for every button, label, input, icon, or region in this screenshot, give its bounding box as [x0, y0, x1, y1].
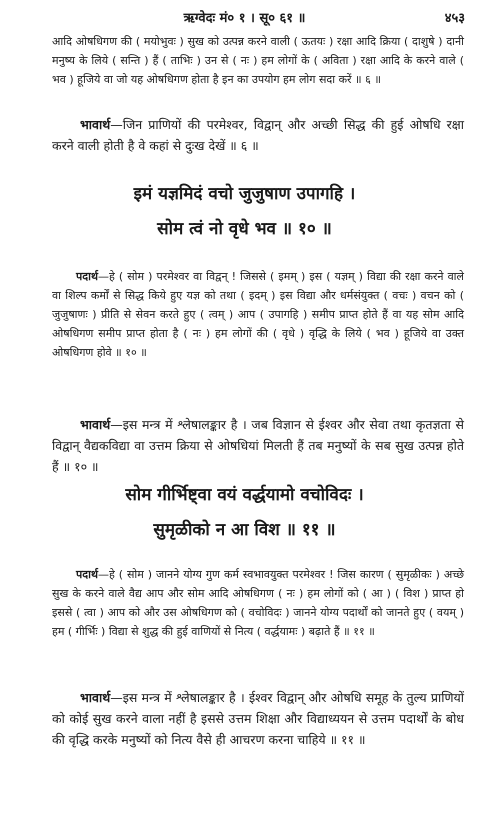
padartha-11	[52, 565, 464, 641]
mantra-10-line-2: सोम त्वं नो वृधे भव ॥ १० ॥	[157, 219, 332, 239]
padartha-label: पदार्थ	[76, 270, 98, 283]
mantra-10-line-1: इमं यज्ञमिदं वचो जुजुषाण उपागहि ।	[133, 184, 356, 204]
padartha-text: —हे ( सोम ) जानने योग्य गुण कर्म स्वभावयुक्त परमेश्वर ! जिस कारण ( सुमृळीकः ) अच्छे सुख के करने वाले वैद्य आप और सोम आदि ओषधिगण ( नः ) हम लोगों को ( आ ) ( विश ) प्राप्त हो इससे ( त्वा ) आप को और उस ओषधिगण को ( वचोविदः ) जानने योग्य पदार्थों को जानते हुए ( वयम् ) हम ( गीर्भिः ) विद्या से शुद्ध की हुई वाणियों से नित्य ( वर्द्धयामः ) बढ़ाते हैं ॥ ११ ॥	[52, 568, 464, 638]
padartha-label: पदार्थ	[76, 568, 98, 581]
padartha-text: —हे ( सोम ) परमेश्वर वा विद्वन् ! जिससे ( इमम् ) इस ( यज्ञम् ) विद्या की रक्षा करने वाले वा शिल्प कर्मों से सिद्ध किये हुए यज्ञ को तथा ( इदम् ) इस विद्या और धर्मसंयुक्त ( वचः ) वचन को ( जुजुषाणः ) प्रीति से सेवन करते हुए ( त्वम् ) आप ( उपागहि ) समीप प्राप्त होते हैं वा यह सोम आदि ओषधिगण समीप प्राप्त होता है ( नः ) हम लोगों की ( वृधे ) वृद्धि के लिये ( भव ) हूजिये वा उक्त ओषधिगण होवे ॥ १० ॥	[52, 270, 464, 359]
continued-paragraph: आदि ओषधिगण की ( मयोभुवः ) सुख को उत्पन्न करने वाली ( ऊतयः ) रक्षा आदि क्रिया ( दाशुषे ) दानी मनुष्य के लिये ( सन्ति ) हैं ( ताभिः ) उन से ( नः ) हम लोगों के ( अविता ) रक्षा आदि के करने वाले ( भव ) हूजिये वा जो यह ओषधिगण होता है इन का उपयोग हम लोग सदा करें ॥ ६ ॥	[52, 35, 464, 86]
bhavartha-10	[52, 414, 464, 477]
bhavartha-9	[52, 114, 464, 156]
bhavartha-label: भावार्थ	[80, 417, 111, 432]
page-header	[0, 6, 489, 28]
running-head: ऋग्वेदः मं० १ । सू० ६१ ॥	[183, 11, 306, 26]
page-number: ४५३	[444, 11, 465, 26]
bhavartha-text: —इस मन्त्र में श्लेषालङ्कार है । जब विज्ञान से ईश्वर और सेवा तथा कृतज्ञता से विद्वान् वैद्यकविद्या वा उत्तम क्रिया से ओषधियां मिलती हैं तब मनुष्यों के सब सुख उत्पन्न होते हैं ॥ १० ॥	[52, 417, 464, 474]
bhavartha-label: भावार्थ	[80, 117, 111, 132]
padartha-10	[52, 267, 464, 362]
mantra-11-line-2: सुमृळीको न आ विश ॥ ११ ॥	[153, 520, 336, 540]
bhavartha-text: —जिन प्राणियों की परमेश्वर, विद्वान् और अच्छी सिद्ध की हुई ओषधि रक्षा करने वाली होती है वे कहां से दुःख देखें ॥ ६ ॥	[52, 117, 464, 153]
mantra-11-line-1: सोम गीर्भिष्ट्वा वयं वर्द्धयामो वचोविदः ।	[125, 485, 364, 505]
bhavartha-text: —इस मन्त्र में श्लेषालङ्कार है । ईश्वर विद्वान् और ओषधि समूह के तुल्य प्राणियों को कोई सुख करने वाला नहीं है इससे उत्तम शिक्षा और विद्याध्ययन से उत्तम पदार्थों के बोध की वृद्धि करके मनुष्यों को नित्य वैसे ही आचरण करना चाहिये ॥ ११ ॥	[52, 690, 464, 747]
bhavartha-11	[52, 687, 464, 750]
bhavartha-label: भावार्थ	[80, 690, 111, 705]
